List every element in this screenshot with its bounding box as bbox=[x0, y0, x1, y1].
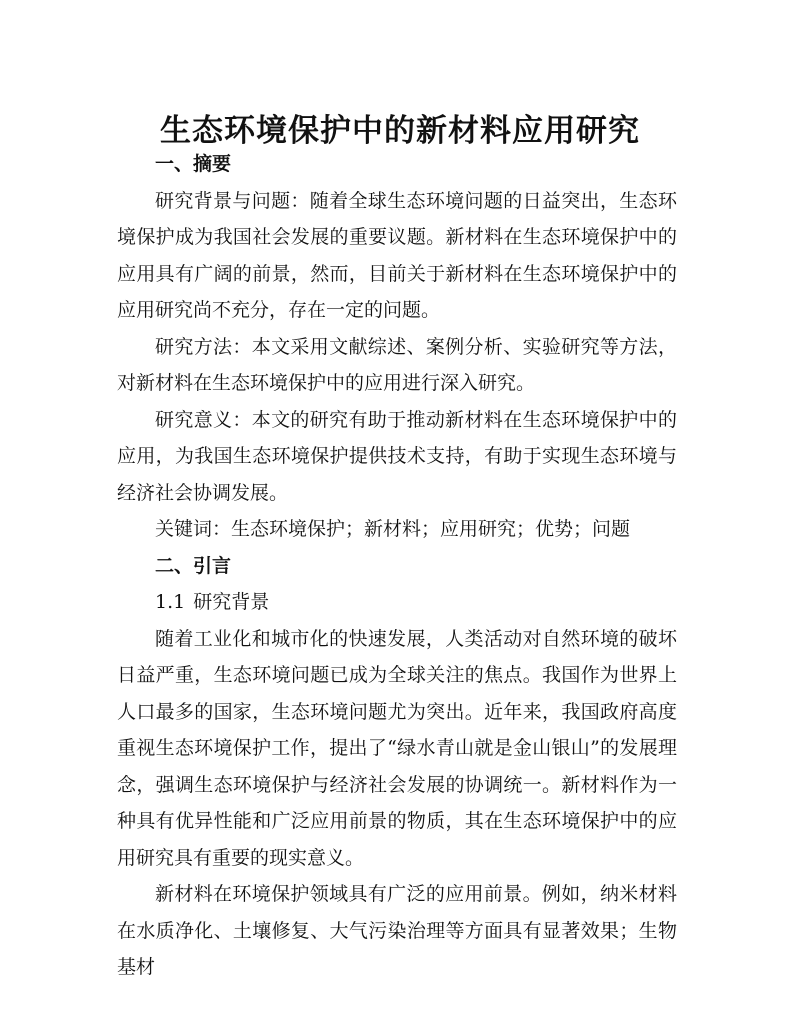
introduction-paragraph-2: 新材料在环境保护领域具有广泛的应用前景。例如，纳米材料在水质净化、土壤修复、大气污染治理等方面具有显著效果；生物基材 bbox=[117, 883, 677, 978]
abstract-method-paragraph: 研究方法：本文采用文献综述、案例分析、实验研究等方法，对新材料在生态环境保护中的应用进行深入研究。 bbox=[117, 335, 677, 394]
abstract-significance-paragraph: 研究意义：本文的研究有助于推动新材料在生态环境保护中的应用，为我国生态环境保护提供技术支持，有助于实现生态环境与经济社会协调发展。 bbox=[117, 408, 677, 504]
subsection-number: 1.1 bbox=[155, 591, 186, 613]
introduction-paragraph-1: 随着工业化和城市化的快速发展，人类活动对自然环境的破坏日益严重，生态环境问题已成为全球关注的焦点。我国作为世界上人口最多的国家，生态环境问题尤为突出。近年来，我国政府高度重视生态环境保护工作，提出了“绿水青山就是金山银山”的发展理念，强调生态环境保护与经济社会发展的协调统一。新材料作为一种具有优异性能和广泛应用前景的物质，其在生态环境保护中的应用研究具有重要的现实意义。 bbox=[117, 627, 677, 869]
section-heading-abstract: 一、摘要 bbox=[155, 153, 232, 175]
document-body bbox=[117, 146, 677, 986]
document-title: 生态环境保护中的新材料应用研究 bbox=[160, 112, 640, 149]
keywords-line: 关键词：生态环境保护；新材料；应用研究；优势；问题 bbox=[155, 518, 631, 540]
section-heading-introduction: 二、引言 bbox=[155, 554, 232, 577]
abstract-background-paragraph: 研究背景与问题：随着全球生态环境问题的日益突出，生态环境保护成为我国社会发展的重要议题。新材料在生态环境保护中的应用具有广阔的前景，然而，目前关于新材料在生态环境保护中的应用研究尚不充分，存在一定的问题。 bbox=[117, 189, 677, 321]
subsection-heading bbox=[117, 584, 677, 621]
subsection-title: 研究背景 bbox=[193, 591, 270, 613]
